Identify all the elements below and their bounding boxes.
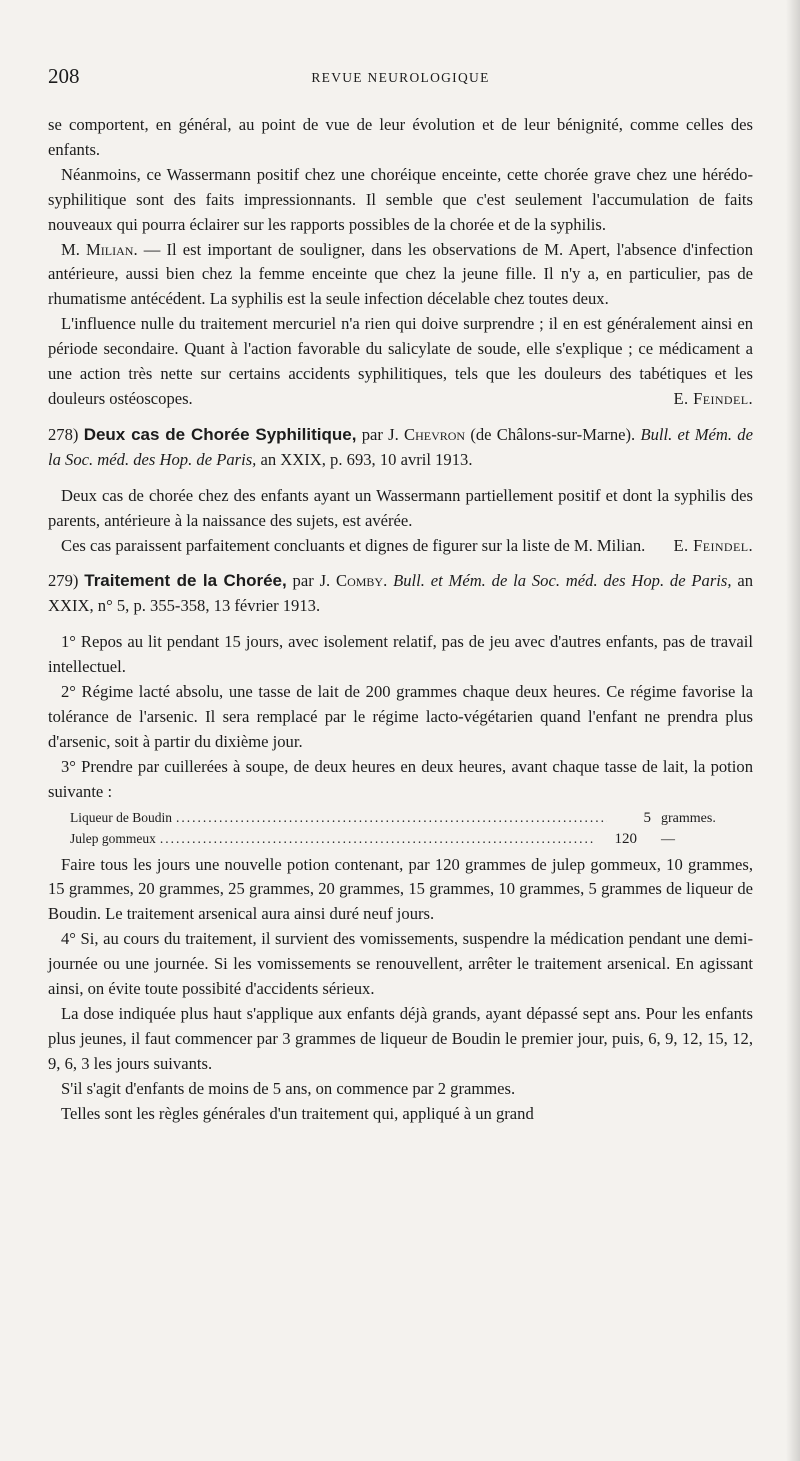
page-number: 208: [48, 64, 80, 88]
article-278-summary: Deux cas de chorée chez des enfants ayant un Wassermann partiellement positif et dont la syphilis des parents, antérieure à la naissance des sujets, est avérée.: [48, 485, 753, 530]
citation-ref: an XXIX, p. 693, 10 avril 1913.: [256, 449, 473, 469]
ingredient-quantity: 5: [643, 809, 651, 826]
signature: E. Feindel.: [673, 388, 753, 408]
running-title: REVUE NEUROLOGIQUE: [311, 70, 490, 85]
journal-name: Bull. et Mém. de la Soc. méd. des Hop. de Paris,: [393, 571, 732, 591]
paragraph-continuation: se comportent, en général, au point de vue de leur évolution et de leur bénignité, comme celles des enfants.: [48, 115, 753, 159]
leader-dots: [160, 829, 593, 849]
body-text: [48, 113, 753, 1127]
article-279-heading: [48, 569, 753, 619]
ingredient-unit: —: [661, 831, 675, 847]
article-number: 278): [48, 424, 79, 444]
byline-par: par J.: [356, 424, 405, 444]
byline-sep: .: [383, 571, 394, 591]
author-name: Comby: [336, 571, 384, 591]
article-number: 279): [48, 571, 79, 591]
paragraph-neanmoins: Néanmoins, ce Wassermann positif chez une choréique enceinte, cette chorée grave chez une hérédo-syphilitique sont des faits impressionnants. Il semble que c'est seulement l'accumulation de faits nouveaux qui pourra éclairer sur les rapports possibles de la chorée et de la syphilis.: [48, 164, 753, 234]
byline-par: par J.: [286, 571, 337, 591]
article-title: Traitement de la Chorée,: [84, 571, 287, 591]
article-title: Deux cas de Chorée Syphilitique,: [83, 424, 357, 444]
treatment-item-2: 2° Régime lacté absolu, une tasse de lait de 200 grammes chaque deux heures. Ce régime favorise la tolérance de l'arsenic. Il sera remplacé par le régime lacto-végétarien quand l'enfant ne prendra plus d'arsenic, soit à partir du dixième jour.: [48, 682, 753, 751]
prescription-line: [48, 808, 753, 829]
article-278-heading: [48, 423, 753, 473]
treatment-item-3: 3° Prendre par cuillerées à soupe, de deux heures en deux heures, avant chaque tasse de lait, la potion suivante :: [48, 756, 753, 801]
closing-line: Telles sont les règles générales d'un traitement qui, appliqué à un grand: [61, 1103, 534, 1123]
prescription-line: [48, 829, 753, 850]
signature: E. Feindel.: [673, 535, 753, 555]
page-edge-shadow: [786, 0, 800, 1461]
speaker-name: M. Milian.: [61, 239, 138, 259]
paragraph-milian: [48, 238, 753, 313]
paragraph-influence: [48, 312, 753, 412]
author-name: Chevron: [404, 424, 466, 444]
conclusion-text: Ces cas paraissent parfaitement concluants et dignes de figurer sur la liste de M. Milian.: [61, 535, 646, 555]
author-affiliation: (de Châlons-sur-Marne).: [465, 424, 641, 444]
milian-text: — Il est important de souligner, dans les observations de M. Apert, l'absence d'infection antérieure, aussi bien chez la femme enceinte que chez la jeune fille. Il n'y a, en particulier, pas de rhumatisme antécédent. La syphilis est la seule infection décelable chez toutes deux.: [48, 239, 754, 309]
ingredient-name: Julep gommeux: [70, 830, 156, 846]
prescription-list: [48, 808, 753, 850]
dose-paragraph: La dose indiquée plus haut s'applique aux enfants déjà grands, ayant dépassé sept ans. Pour les enfants plus jeunes, il faut commencer par 3 grammes de liqueur de Boudin le premier jour, puis, 6, 9, 12, 15, 12, 9, 6, 3 les jours suivants.: [48, 1004, 753, 1073]
page-header: [48, 64, 753, 94]
ingredient-name: Liqueur de Boudin: [70, 809, 172, 825]
leader-dots: [176, 808, 607, 828]
influence-text: L'influence nulle du traitement mercuriel n'a rien qui doive surprendre ; il en est généralement ainsi en période secondaire. Quant à l'action favorable du salicylate de soude, elle s'explique ; ce médicament a une action très nette sur certains accidents syphilitiques, tels que les douleurs des tabétiques et les douleurs ostéoscopes.: [48, 314, 753, 408]
citation-ref: an XXIX, n° 5, p. 355-358, 13 février 1913.: [48, 571, 754, 616]
article-278-conclusion: [48, 534, 753, 559]
ingredient-unit: grammes.: [661, 810, 716, 826]
young-children-paragraph: S'il s'agit d'enfants de moins de 5 ans, on commence par 2 grammes.: [61, 1078, 516, 1098]
ingredient-quantity: 120: [614, 830, 637, 847]
treatment-item-4: 4° Si, au cours du traitement, il survient des vomissements, suspendre la médication pendant une demi-journée ou une journée. Si les vomissements se renouvellent, arrêter le traitement arsenical. En agissant ainsi, on évite toute possibité d'accidents sérieux.: [48, 929, 753, 999]
journal-name: Bull. et Mém. de la Soc. méd. des Hop. de Paris,: [48, 424, 753, 469]
potion-schedule: Faire tous les jours une nouvelle potion contenant, par 120 grammes de julep gommeux, 10 grammes, 15 grammes, 20 grammes, 25 grammes, 20 grammes, 15 grammes, 10 grammes, 5 grammes de liqueur de Boudin. Le traitement arsenical aura ainsi duré neuf jours.: [48, 854, 753, 924]
treatment-item-1: 1° Repos au lit pendant 15 jours, avec isolement relatif, pas de jeu avec d'autres enfants, pas de travail intellectuel.: [48, 632, 753, 677]
